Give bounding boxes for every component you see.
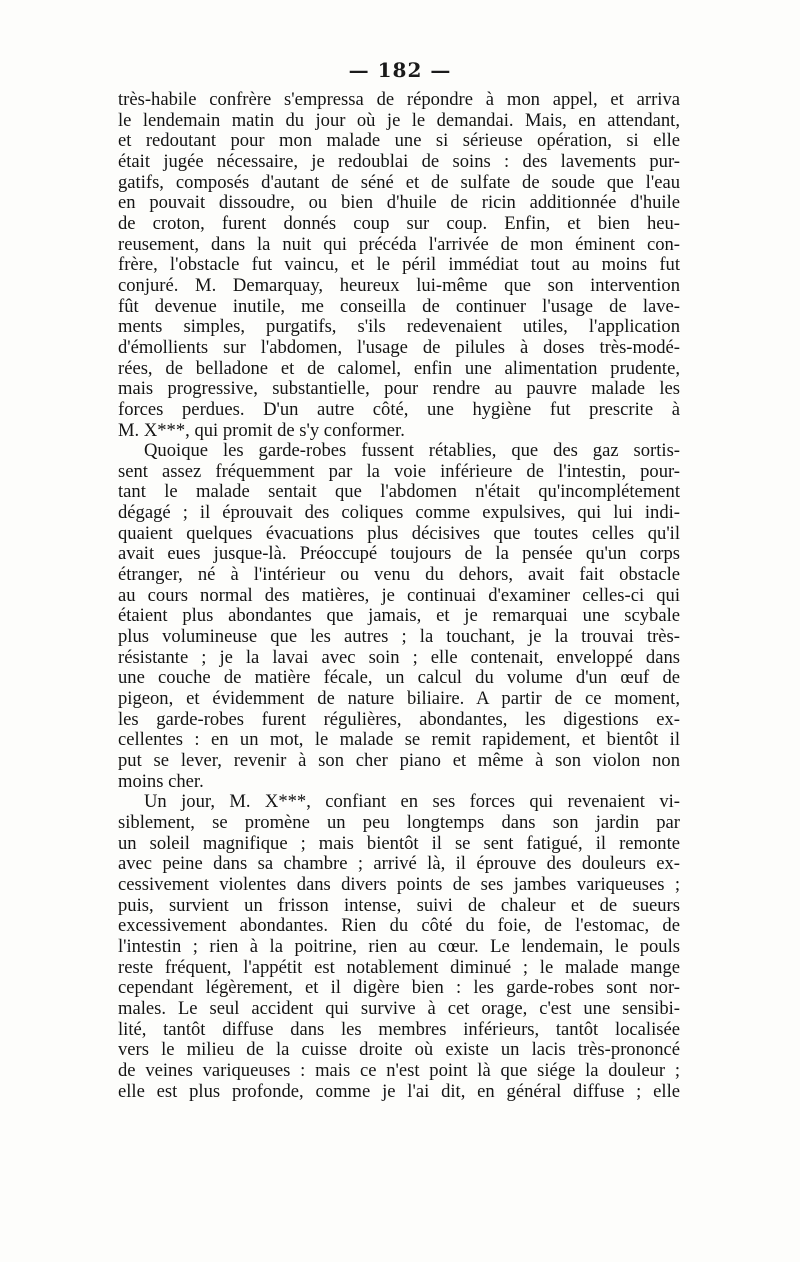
- text-line: rées, de belladone et de calomel, enfin une alimentation prudente,: [118, 357, 680, 379]
- text-line: mais progressive, substantielle, pour rendre au pauvre malade les: [118, 378, 680, 400]
- text-line: avec peine dans sa chambre ; arrivé là, il éprouve des douleurs ex-: [118, 853, 680, 875]
- text-line: pigeon, et évidemment de nature biliaire. A partir de ce moment,: [118, 688, 680, 710]
- text-line: résistante ; je la lavai avec soin ; elle contenait, enveloppé dans: [118, 646, 680, 668]
- text-line: Un jour, M. X***, confiant en ses forces qui revenaient vi-: [144, 791, 680, 813]
- text-line: avait eues jusque-là. Préoccupé toujours de la pensée qu'un corps: [118, 543, 680, 565]
- text-line: elle est plus profonde, comme je l'ai dit, en général diffuse ; elle: [118, 1080, 680, 1102]
- text-line: une couche de matière fécale, un calcul du volume d'un œuf de: [118, 667, 680, 689]
- text-line: d'émollients sur l'abdomen, l'usage de pilules à doses très-modé-: [118, 336, 680, 358]
- text-line: était jugée nécessaire, je redoublai de soins : des lavements pur-: [118, 150, 680, 172]
- text-line: au cours normal des matières, je continuai d'examiner celles-ci qui: [118, 584, 680, 606]
- page-number: — 182 —: [348, 58, 452, 82]
- text-line: frère, l'obstacle fut vaincu, et le péril immédiat tout au moins fut: [118, 254, 680, 276]
- text-line: siblement, se promène un peu longtemps dans son jardin par: [118, 811, 680, 833]
- text-line: males. Le seul accident qui survive à cet orage, c'est une sensibi-: [118, 997, 680, 1019]
- text-line: moins cher.: [118, 770, 204, 792]
- text-line: étaient plus abondantes que jamais, et je remarquai une scybale: [118, 605, 680, 627]
- text-line: puis, survient un frisson intense, suivi de chaleur et de sueurs: [118, 894, 680, 916]
- text-line: cellentes : en un mot, le malade se remit rapidement, et bientôt il: [118, 729, 680, 751]
- text-line: en pouvait dissoudre, ou bien d'huile de ricin additionnée d'huile: [118, 192, 680, 214]
- text-line: fût devenue inutile, me conseilla de continuer l'usage de lave-: [118, 295, 680, 317]
- text-line: de veines variqueuses : mais ce n'est point là que siége la douleur ;: [118, 1059, 680, 1081]
- text-line: excessivement abondantes. Rien du côté du foie, de l'estomac, de: [118, 915, 680, 937]
- text-line: lité, tantôt diffuse dans les membres inférieurs, tantôt localisée: [118, 1018, 680, 1040]
- text-line: cependant légèrement, et il digère bien : les garde-robes sont nor-: [118, 977, 680, 999]
- text-line: quaient quelques évacuations plus décisives que toutes celles qu'il: [118, 522, 680, 544]
- text-line: ments simples, purgatifs, s'ils redevenaient utiles, l'application: [118, 316, 680, 338]
- text-line: conjuré. M. Demarquay, heureux lui-même que son intervention: [118, 274, 680, 296]
- text-line: vers le milieu de la cuisse droite où existe un lacis très-prononcé: [118, 1039, 680, 1061]
- text-line: gatifs, composés d'autant de séné et de sulfate de soude que l'eau: [118, 171, 680, 193]
- text-line: forces perdues. D'un autre côté, une hygiène fut prescrite à: [118, 398, 680, 420]
- text-line: sent assez fréquemment par la voie inférieure de l'intestin, pour-: [118, 460, 680, 482]
- text-line: et redoutant pour mon malade une si sérieuse opération, si elle: [118, 130, 680, 152]
- text-line: put se lever, revenir à son cher piano et même à son violon non: [118, 750, 680, 771]
- text-line: plus volumineuse que les autres ; la touchant, je la trouvai très-: [118, 626, 680, 648]
- text-line: Quoique les garde-robes fussent rétablies, que des gaz sortis-: [144, 440, 680, 462]
- text-line: très-habile confrère s'empressa de répondre à mon appel, et arriva: [118, 89, 680, 110]
- text-line: le lendemain matin du jour où je le demandai. Mais, en attendant,: [118, 109, 680, 131]
- text-line: cessivement violentes dans divers points de ses jambes variqueuses ;: [118, 873, 680, 895]
- body-text: [118, 90, 680, 1102]
- text-line: dégagé ; il éprouvait des coliques comme expulsives, qui lui indi-: [118, 502, 680, 524]
- text-line: l'intestin ; rien à la poitrine, rien au cœur. Le lendemain, le pouls: [118, 935, 680, 957]
- text-line: un soleil magnifique ; mais bientôt il se sent fatigué, il remonte: [118, 832, 680, 854]
- text-line: M. X***, qui promit de s'y conformer.: [118, 419, 405, 441]
- text-line: de croton, furent donnés coup sur coup. Enfin, et bien heu-: [118, 212, 680, 234]
- text-line: étranger, né à l'intérieur ou venu du dehors, avait fait obstacle: [118, 564, 680, 586]
- text-line: les garde-robes furent régulières, abondantes, les digestions ex-: [118, 708, 680, 730]
- text-line: reste fréquent, l'appétit est notablement diminué ; le malade mange: [118, 956, 680, 978]
- text-line: tant le malade sentait que l'abdomen n'était qu'incomplétement: [118, 481, 680, 503]
- text-line: reusement, dans la nuit qui précéda l'arrivée de mon éminent con-: [118, 233, 680, 255]
